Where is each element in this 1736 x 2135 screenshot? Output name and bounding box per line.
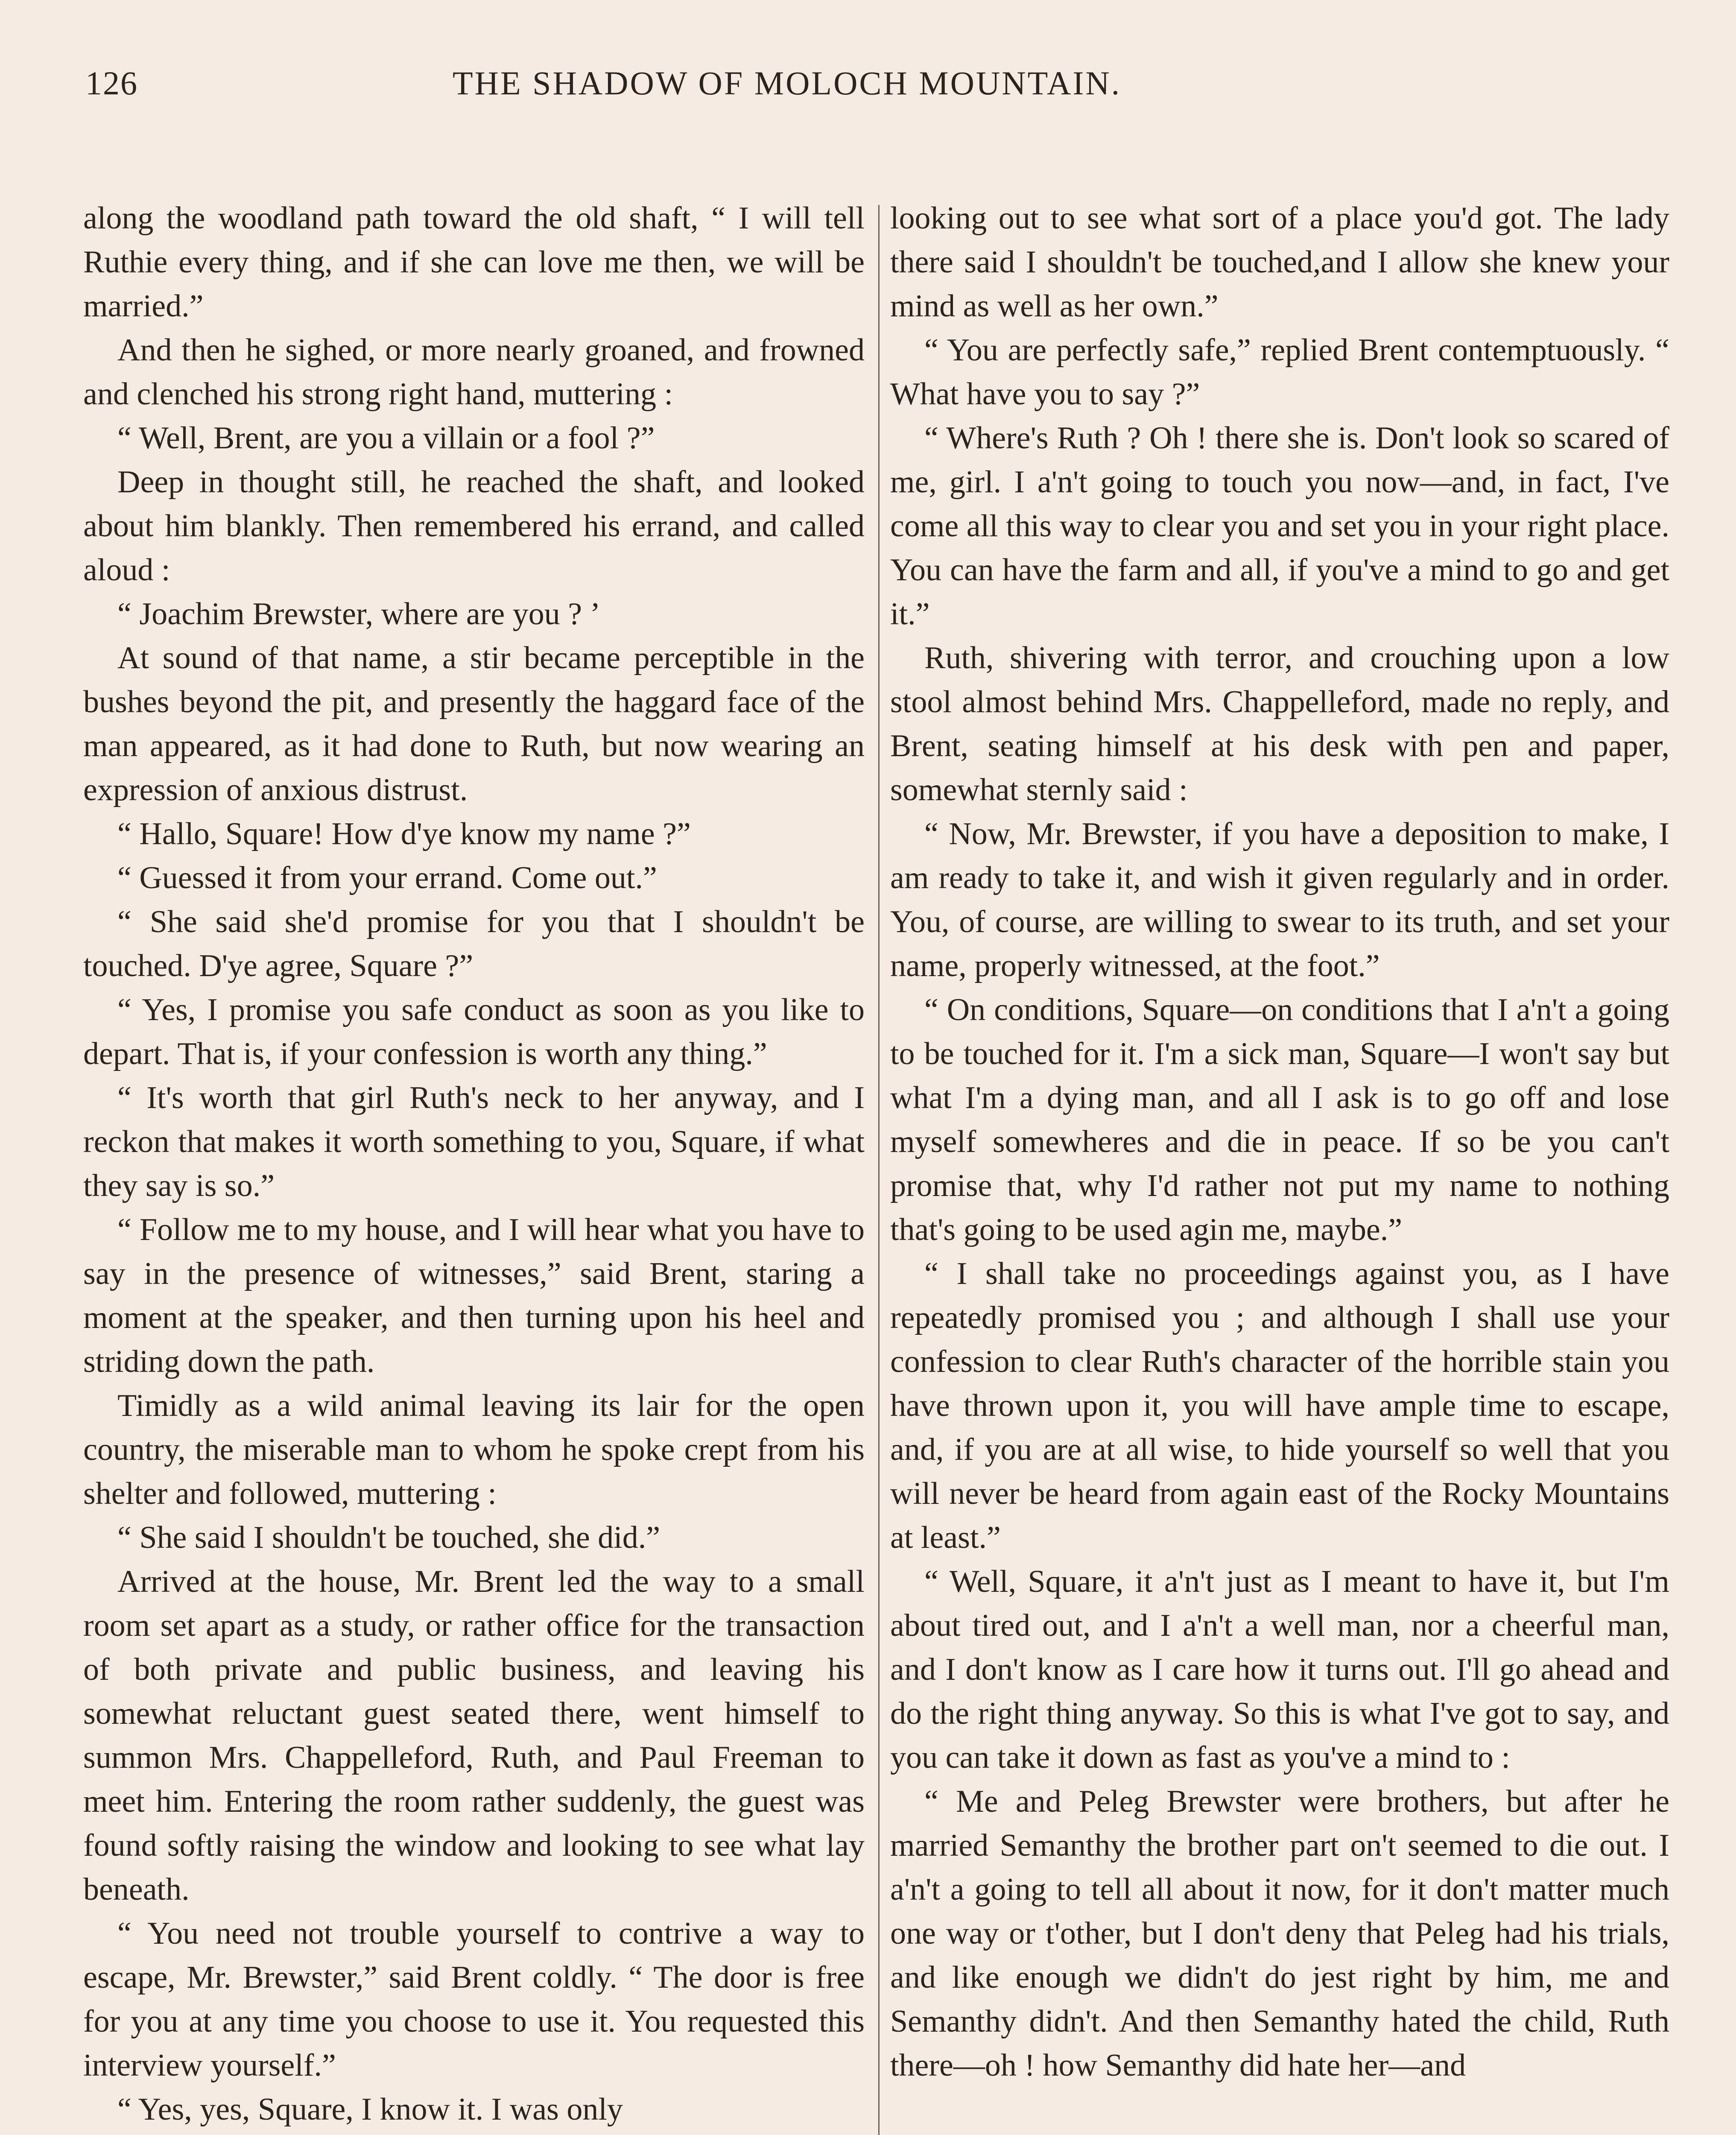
paragraph: “ Me and Peleg Brewster were brothers, but after he married Semanthy the brother part on't seemed to die out. I a'n't a going to tell all about it now, for it don't matter much one way or t'other, but I don't deny that Peleg had his trials, and like enough we didn't do jest right by him, me and Semanthy didn't. And then Semanthy hated the child, Ruth there—oh ! how Semanthy did hate her—and [890,1784,1669,2083]
paragraph: Ruth, shivering with terror, and crouching upon a low stool almost behind Mrs. Chappelleford, made no reply, and Brent, seating himself at his desk with pen and paper, somewhat sternly said : [890,640,1669,807]
paragraph: “ I shall take no proceedings against you, as I have repeatedly promised you ; and although I shall use your confession to clear Ruth's character of the horrible stain you have thrown upon it, you will have ample time to escape, and, if you are at all wise, to hide yourself so well that you will never be heard from again east of the Rocky Mountains at least.” [890,1256,1669,1555]
column-divider [878,205,880,2135]
page-number: 126 [85,64,138,102]
paragraph: “ Where's Ruth ? Oh ! there she is. Don't look so scared of me, girl. I a'n't going to touch you now—and, in fact, I've come all this way to clear you and set you in your right place. You can have the farm and all, if you've a mind to go and get it.” [890,421,1669,632]
paragraph: “ Well, Square, it a'n't just as I meant to have it, but I'm about tired out, and I a'n't a well man, nor a cheerful man, and I don't know as I care how it turns out. I'll go ahead and do the right thing anyway. So this is what I've got to say, and you can take it down as fast as you've a mind to : [890,1564,1669,1775]
paragraph: “ You need not trouble yourself to contrive a way to escape, Mr. Brewster,” said Brent coldly. “ The door is free for you at any time you choose to use it. You requested this interview yourself.” [83,1916,865,2083]
paragraph: “ Well, Brent, are you a villain or a fool ?” [117,421,655,456]
paragraph: And then he sighed, or more nearly groaned, and frowned and clenched his strong right hand, muttering : [83,333,865,412]
paragraph: “ Guessed it from your errand. Come out.” [117,860,657,895]
paragraph: “ She said she'd promise for you that I shouldn't be touched. D'ye agree, Square ?” [83,904,865,983]
paragraph: along the woodland path toward the old shaft, “ I will tell Ruthie every thing, and if she can love me then, we will be married.” [83,201,865,324]
right-column [890,196,1669,2088]
paragraph: “ She said I shouldn't be touched, she did.” [117,1520,660,1555]
paragraph: “ Follow me to my house, and I will hear what you have to say in the presence of witnesses,” said Brent, staring a moment at the speaker, and then turning upon his heel and striding down the path. [83,1212,865,1379]
paragraph: “ Hallo, Square! How d'ye know my name ?” [117,816,691,851]
paragraph: At sound of that name, a stir became perceptible in the bushes beyond the pit, and presently the haggard face of the man appeared, as it had done to Ruth, but now wearing an expression of anxious distrust. [83,640,865,807]
running-title: THE SHADOW OF MOLOCH MOUNTAIN. [453,64,1122,102]
paragraph: “ Joachim Brewster, where are you ? ’ [117,597,601,632]
page-header [85,64,1672,120]
paragraph: Deep in thought still, he reached the shaft, and looked about him blankly. Then remembered his errand, and called aloud : [83,465,865,588]
paragraph: “ Yes, I promise you safe conduct as soon as you like to depart. That is, if your confession is worth any thing.” [83,992,865,1071]
paragraph: “ On conditions, Square—on conditions that I a'n't a going to be touched for it. I'm a sick man, Square—I won't say but what I'm a dying man, and all I ask is to go off and lose myself somewheres and die in peace. If so be you can't promise that, why I'd rather not put my name to nothing that's going to be used agin me, maybe.” [890,992,1669,1247]
paragraph: “ You are perfectly safe,” replied Brent contemptuously. “ What have you to say ?” [890,333,1669,412]
left-column [83,196,865,2132]
paragraph: Timidly as a wild animal leaving its lair for the open country, the miserable man to whom he spoke crept from his shelter and followed, muttering : [83,1388,865,1511]
paragraph: “ It's worth that girl Ruth's neck to her anyway, and I reckon that makes it worth something to you, Square, if what they say is so.” [83,1080,865,1203]
paragraph: Arrived at the house, Mr. Brent led the way to a small room set apart as a study, or rather office for the transaction of both private and public business, and leaving his somewhat reluctant guest seated there, went himself to summon Mrs. Chappelleford, Ruth, and Paul Freeman to meet him. Entering the room rather suddenly, the guest was found softly raising the window and looking to see what lay beneath. [83,1564,865,1907]
paragraph: looking out to see what sort of a place you'd got. The lady there said I shouldn't be touched,and I allow she knew your mind as well as her own.” [890,201,1669,324]
paragraph: “ Now, Mr. Brewster, if you have a deposition to make, I am ready to take it, and wish it given regularly and in order. You, of course, are willing to swear to its truth, and set your name, properly witnessed, at the foot.” [890,816,1669,983]
paragraph: “ Yes, yes, Square, I know it. I was only [117,2092,623,2127]
